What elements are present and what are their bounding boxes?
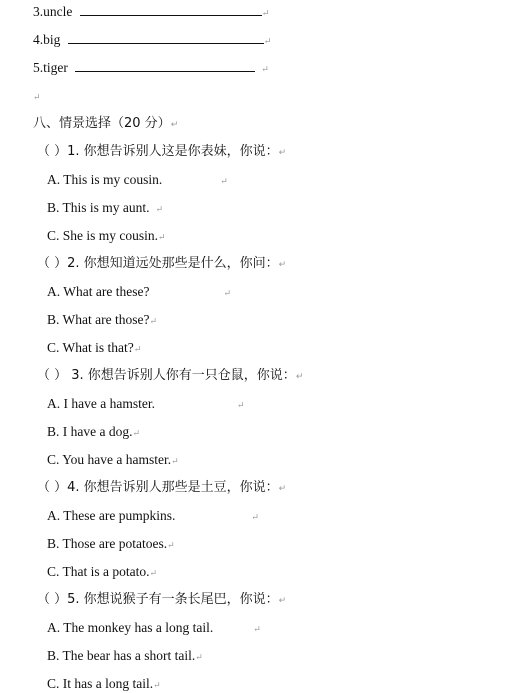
fill-item-uncle: [33, 4, 269, 21]
answer-option: [47, 396, 245, 413]
question-prompt: [37, 368, 303, 385]
paragraph-mark-icon: ↵: [278, 148, 287, 158]
question-prompt: [37, 480, 286, 497]
answer-option: [47, 424, 140, 441]
section-title: [33, 116, 178, 133]
option-text: A. I have a hamster.: [47, 396, 155, 411]
fill-item-label: 3.uncle: [33, 4, 73, 19]
question-prompt: [37, 592, 286, 609]
option-text: A. This is my cousin.: [47, 172, 163, 187]
option-text: B. This is my aunt.: [47, 200, 150, 215]
option-text: C. That is a potato.: [47, 564, 150, 579]
paragraph-mark-icon: ↵: [236, 400, 245, 410]
option-text: A. These are pumpkins.: [47, 508, 176, 523]
paragraph-mark-icon: ↵: [253, 624, 261, 634]
fill-item-big: [33, 32, 271, 49]
option-text: A. What are these?: [47, 284, 150, 299]
paragraph-mark-icon: ↵: [133, 344, 142, 354]
question-prompt-text: （ ）5. 你想说猴子有一条长尾巴，你说：: [37, 592, 279, 607]
paragraph-mark-icon: ↵: [263, 36, 272, 46]
question-prompt-text: （ ）1. 你想告诉别人这是你表妹，你说：: [37, 144, 279, 159]
paragraph-mark-icon: ↵: [261, 64, 269, 74]
answer-option: [47, 200, 163, 217]
paragraph-mark-icon: ↵: [153, 680, 161, 690]
answer-option: [47, 648, 203, 665]
paragraph-mark-icon: ↵: [220, 176, 228, 186]
paragraph-mark-icon: ↵: [195, 652, 203, 662]
answer-option: [47, 564, 157, 581]
option-text: C. It has a long tail.: [47, 676, 154, 691]
answer-blank: [80, 4, 262, 16]
answer-option: [47, 228, 166, 245]
question-prompt: [37, 144, 286, 161]
paragraph-mark-icon: ↵: [223, 288, 231, 298]
answer-option: [47, 312, 157, 329]
question-prompt-text: （ ） 3. 你想告诉别人你有一只仓鼠，你说：: [37, 368, 296, 383]
paragraph-mark-icon: ↵: [261, 8, 270, 18]
paragraph-mark-icon: ↵: [170, 120, 179, 130]
answer-blank: [75, 60, 255, 72]
paragraph-mark-icon: ↵: [155, 204, 164, 214]
question-prompt-text: （ ）4. 你想告诉别人那些是土豆，你说：: [37, 480, 279, 495]
paragraph-mark-icon: ↵: [295, 372, 304, 382]
option-text: B. Those are potatoes.: [47, 536, 168, 551]
paragraph-mark-icon: ↵: [149, 568, 158, 578]
paragraph-mark-icon: ↵: [278, 596, 287, 606]
answer-blank: [68, 32, 264, 44]
answer-option: [47, 620, 261, 637]
option-text: A. The monkey has a long tail.: [47, 620, 214, 635]
option-text: B. The bear has a short tail.: [47, 648, 196, 663]
paragraph-mark-icon: ↵: [33, 92, 41, 102]
paragraph-mark-icon: ↵: [167, 540, 175, 550]
paragraph-mark-icon: ↵: [278, 260, 287, 270]
paragraph-mark-icon: ↵: [149, 316, 158, 326]
question-prompt: [37, 256, 286, 273]
option-text: B. What are those?: [47, 312, 150, 327]
option-text: C. She is my cousin.: [47, 228, 159, 243]
paragraph-mark-icon: ↵: [158, 232, 166, 242]
empty-paragraph: [33, 88, 41, 105]
paragraph-mark-icon: ↵: [251, 512, 259, 522]
answer-option: [47, 172, 228, 189]
option-text: C. What is that?: [47, 340, 134, 355]
answer-option: [47, 284, 231, 301]
question-prompt-text: （ ）2. 你想知道远处那些是什么，你问：: [37, 256, 279, 271]
fill-item-tiger: [33, 60, 269, 77]
answer-option: [47, 340, 141, 357]
paragraph-mark-icon: ↵: [171, 456, 179, 466]
answer-option: [47, 676, 161, 693]
option-text: C. You have a hamster.: [47, 452, 172, 467]
paragraph-mark-icon: ↵: [132, 428, 141, 438]
fill-item-label: 5.tiger: [33, 60, 68, 75]
section-title-text: 八、情景选择（20 分）: [33, 116, 171, 131]
paragraph-mark-icon: ↵: [278, 484, 287, 494]
fill-item-label: 4.big: [33, 32, 61, 47]
answer-option: [47, 508, 259, 525]
option-text: B. I have a dog.: [47, 424, 133, 439]
answer-option: [47, 452, 179, 469]
answer-option: [47, 536, 175, 553]
